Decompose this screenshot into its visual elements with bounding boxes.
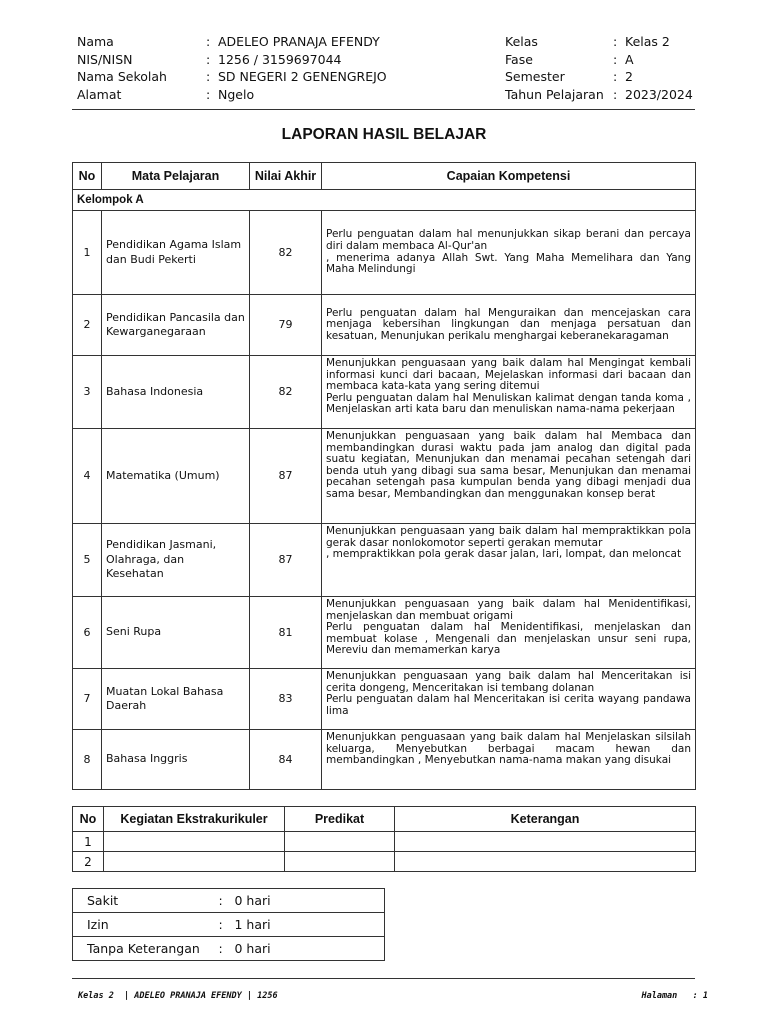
info-label: Semester (505, 69, 565, 84)
info-separator: : (206, 69, 211, 84)
competency-line: Menunjukkan penguasaan yang baik dalam hal Menidentifikasi, menjelaskan dan membuat origami (326, 598, 691, 622)
info-separator: : (613, 51, 618, 67)
info-separator: : (613, 69, 618, 84)
row-note (395, 852, 696, 872)
row-no: 8 (73, 730, 102, 790)
info-row-address (77, 86, 387, 104)
table-row (73, 730, 696, 790)
footer-page-number: Halaman : 1 (641, 991, 708, 1001)
col-header-note: Keterangan (395, 807, 696, 832)
row-score: 82 (250, 211, 322, 295)
competency-line: Perlu penguatan dalam hal Menidentifikasi, menjelaskan dan membuat kolase , Mengenali dan menjelaskan unsur seni rupa, Mereviu dan memamerkan karya (326, 621, 691, 657)
row-score: 83 (250, 669, 322, 730)
group-row (73, 190, 696, 211)
attendance-label: Sakit (73, 889, 219, 913)
row-subject: Pendidikan Jasmani, Olahraga, dan Kesehatan (102, 524, 250, 597)
row-no: 1 (73, 211, 102, 295)
info-row-phase (505, 51, 693, 69)
page-footer (78, 991, 708, 1001)
row-competency (322, 211, 696, 295)
class-value: Kelas 2 (625, 34, 670, 49)
extracurricular-table (72, 806, 696, 872)
row-competency (322, 730, 696, 790)
attendance-value: 0 hari (235, 889, 385, 913)
table-row (73, 852, 696, 872)
attendance-row-permission (73, 913, 385, 937)
attendance-table (72, 888, 385, 961)
class-info (505, 33, 693, 103)
info-row-name (77, 33, 387, 51)
row-competency (322, 597, 696, 669)
competency-line: Perlu penguatan dalam hal Menceritakan isi cerita wayang pandawa lima (326, 693, 691, 717)
grades-table (72, 162, 696, 790)
info-row-class (505, 33, 693, 51)
col-header-activity: Kegiatan Ekstrakurikuler (104, 807, 285, 832)
row-predicate (285, 832, 395, 852)
info-separator: : (206, 86, 211, 102)
table-row (73, 356, 696, 429)
row-competency (322, 429, 696, 524)
col-header-score: Nilai Akhir (250, 163, 322, 190)
info-label: Nama Sekolah (77, 69, 167, 84)
info-separator: : (613, 34, 618, 49)
competency-line: Perlu penguatan dalam hal menunjukkan sikap berani dan percaya diri dalam membaca Al-Qur'an (326, 228, 691, 252)
table-row (73, 211, 696, 295)
row-activity (104, 852, 285, 872)
attendance-label: Tanpa Keterangan (73, 937, 219, 961)
table-row (73, 669, 696, 730)
student-info (77, 33, 387, 103)
col-header-competency: Capaian Kompetensi (322, 163, 696, 190)
info-row-year (505, 86, 693, 104)
competency-line: , mempraktikkan pola gerak dasar jalan, lari, lompat, dan meloncat (326, 548, 682, 561)
competency-line: Perlu penguatan dalam hal Menuliskan kalimat dengan tanda koma , Menjelaskan arti kata baru dan menuliskan nama-nama pekerjaan (326, 391, 691, 416)
group-label: Kelompok A (73, 190, 696, 211)
attendance-value: 1 hari (235, 913, 385, 937)
attendance-row-sick (73, 889, 385, 913)
row-subject: Bahasa Inggris (102, 730, 250, 790)
info-label: Fase (505, 51, 533, 67)
competency-line: , menerima adanya Allah Swt. Yang Maha Memelihara dan Yang Maha Melindungi (326, 251, 691, 276)
competency-line: Menunjukkan penguasaan yang baik dalam hal Menjelaskan silsilah keluarga, Menyebutkan berbagai macam hewan dan membandingkan , Menyebutkan nama-nama makan yang disukai (326, 731, 691, 767)
info-label: Tahun Pelajaran (505, 86, 604, 102)
row-score: 87 (250, 429, 322, 524)
row-subject: Pendidikan Pancasila dan Kewarganegaraan (102, 295, 250, 356)
table-row (73, 832, 696, 852)
col-header-no: No (73, 163, 102, 190)
row-no: 2 (73, 852, 104, 872)
table-row (73, 524, 696, 597)
row-no: 6 (73, 597, 102, 669)
info-label: Nama (77, 34, 114, 49)
row-subject: Seni Rupa (102, 597, 250, 669)
school-name: SD NEGERI 2 GENENGREJO (218, 69, 387, 84)
page-title: LAPORAN HASIL BELAJAR (281, 126, 487, 143)
attendance-value: 0 hari (235, 937, 385, 961)
row-score: 79 (250, 295, 322, 356)
competency-line: Perlu penguatan dalam hal Menguraikan dan mencejaskan cara menjaga kebersihan lingkungan dan menjaga persatuan dan kesatuan, Menunjukan perikalu menghargai keberanekaragaman (326, 306, 691, 342)
phase-value: A (625, 51, 634, 67)
col-header-subject: Mata Pelajaran (102, 163, 250, 190)
semester-value: 2 (625, 69, 633, 84)
info-label: NIS/NISN (77, 51, 133, 67)
table-row (73, 429, 696, 524)
info-row-semester (505, 68, 693, 86)
row-competency (322, 356, 696, 429)
table-row (73, 295, 696, 356)
row-predicate (285, 852, 395, 872)
attendance-separator: : (219, 889, 235, 913)
row-score: 81 (250, 597, 322, 669)
attendance-separator: : (219, 913, 235, 937)
info-separator: : (206, 51, 211, 67)
info-label: Kelas (505, 34, 538, 49)
competency-line: Menunjukkan penguasaan yang baik dalam hal Menceritakan isi cerita dongeng, Menceritakan isi tembang dolanan (326, 670, 691, 694)
footer-divider (72, 978, 695, 979)
info-separator: : (613, 86, 618, 102)
row-no: 5 (73, 524, 102, 597)
row-no: 2 (73, 295, 102, 356)
footer-info: Kelas 2 | ADELEO PRANAJA EFENDY | 1256 (78, 991, 278, 1001)
row-subject: Bahasa Indonesia (102, 356, 250, 429)
info-label: Alamat (77, 86, 122, 102)
extracurricular-header-row (73, 807, 696, 832)
header-divider (72, 109, 695, 110)
competency-line: Menunjukkan penguasaan yang baik dalam hal mempraktikkan pola gerak dasar nonlokomotor seperti gerakan memutar (326, 525, 691, 549)
competency-line: Menunjukkan penguasaan yang baik dalam hal Mengingat kembali informasi kunci dari bacaan, Mejelaskan informasi dari bacaan dan membaca kata-kata yang sering ditemui (326, 357, 691, 393)
row-competency (322, 295, 696, 356)
row-no: 4 (73, 429, 102, 524)
attendance-separator: : (219, 937, 235, 961)
competency-line: Menunjukkan penguasaan yang baik dalam hal Membaca dan membandingkan durasi waktu pada jam analog dan digital pada suatu kegiatan, Menunjukan dan menamai pecahan setengah dari benda utuh yang dibagi sua sama besar, Menunjukan dan menamai pecahan setengah pasa kumpulan benda yang dibagi menjadi dua sama besar, Membandingkan dan menggunakan konsep berat (326, 430, 691, 500)
grades-header-row (73, 163, 696, 190)
col-header-no: No (73, 807, 104, 832)
row-competency (322, 669, 696, 730)
row-no: 3 (73, 356, 102, 429)
academic-year-value: 2023/2024 (625, 86, 693, 102)
info-row-nisn (77, 51, 387, 69)
attendance-label: Izin (73, 913, 219, 937)
attendance-row-absent (73, 937, 385, 961)
info-row-school (77, 68, 387, 86)
student-nisn: 1256 / 3159697044 (218, 51, 342, 67)
row-score: 87 (250, 524, 322, 597)
row-no: 1 (73, 832, 104, 852)
row-subject: Muatan Lokal Bahasa Daerah (102, 669, 250, 730)
row-activity (104, 832, 285, 852)
info-separator: : (206, 34, 211, 49)
row-score: 82 (250, 356, 322, 429)
col-header-predicate: Predikat (285, 807, 395, 832)
student-name: ADELEO PRANAJA EFENDY (218, 34, 380, 49)
table-row (73, 597, 696, 669)
address: Ngelo (218, 86, 255, 102)
row-no: 7 (73, 669, 102, 730)
row-note (395, 832, 696, 852)
row-subject: Pendidikan Agama Islam dan Budi Pekerti (102, 211, 250, 295)
row-subject: Matematika (Umum) (102, 429, 250, 524)
row-competency (322, 524, 696, 597)
row-score: 84 (250, 730, 322, 790)
